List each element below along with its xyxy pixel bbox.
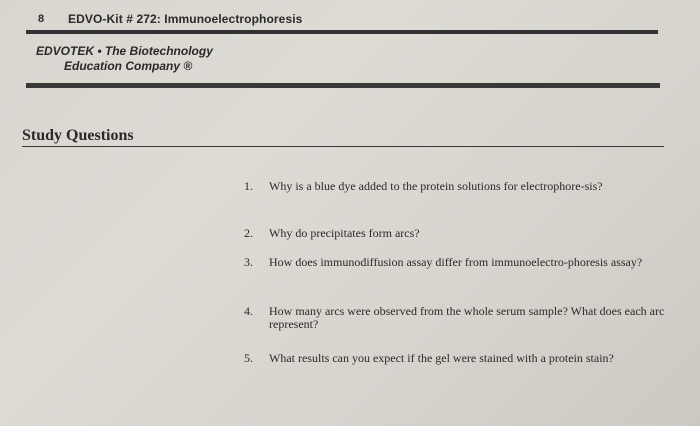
section-rule: [22, 146, 664, 147]
question-1: [244, 180, 674, 193]
page-number: 8: [38, 13, 45, 25]
question-text: Why do precipitates form arcs?: [269, 226, 420, 240]
question-2: [244, 227, 674, 240]
kit-title: EDVO-Kit # 272: Immunoelectrophoresis: [68, 12, 303, 26]
question-4: [244, 305, 674, 331]
question-number: 4.: [244, 304, 253, 318]
section-title: Study Questions: [22, 127, 134, 144]
question-3: [244, 256, 674, 269]
header-rule: [26, 30, 658, 34]
question-number: 3.: [244, 255, 253, 269]
question-5: [244, 352, 674, 365]
company-line-2: Education Company ®: [64, 59, 193, 73]
question-number: 5.: [244, 351, 253, 365]
question-number: 2.: [244, 226, 253, 240]
question-text: Why is a blue dye added to the protein solutions for electrophore-sis?: [269, 179, 603, 193]
company-rule: [26, 83, 660, 88]
question-text: What results can you expect if the gel were stained with a protein stain?: [269, 351, 614, 365]
question-number: 1.: [244, 179, 253, 193]
company-line-1: EDVOTEK • The Biotechnology: [36, 44, 213, 58]
company-name: [36, 44, 213, 74]
question-text: How many arcs were observed from the whole serum sample? What does each arc represent?: [269, 304, 665, 331]
question-text: How does immunodiffusion assay differ from immunoelectro-phoresis assay?: [269, 255, 643, 269]
